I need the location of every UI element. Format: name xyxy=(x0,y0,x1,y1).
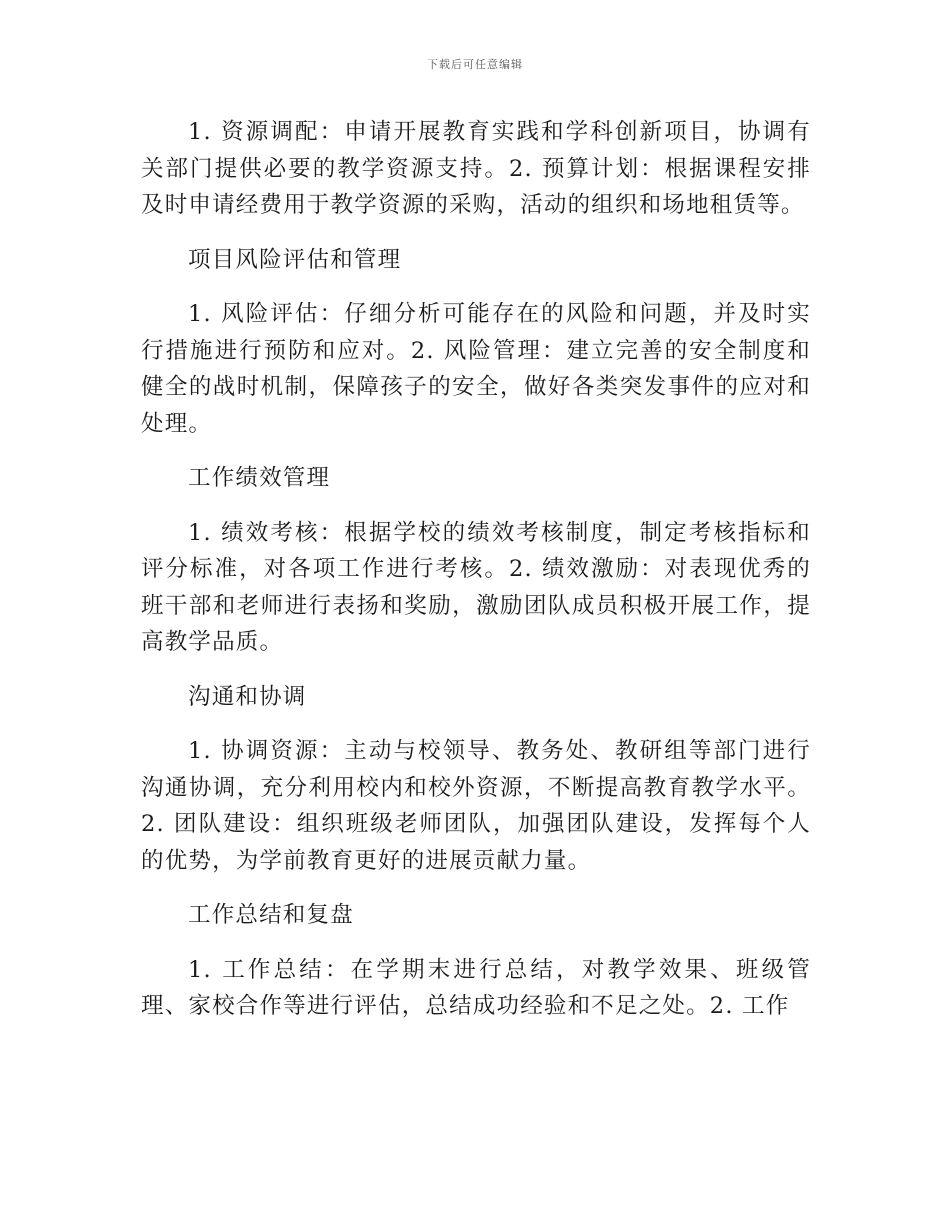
paragraph-risk-management: 1. 风险评估：仔细分析可能存在的风险和问题，并及时实行措施进行预防和应对。2. 风险管理：建立完善的安全制度和健全的战时机制，保障孩子的安全，做好各类突发事件的应对和处理。 xyxy=(141,301,811,437)
heading-performance-management: 工作绩效管理 xyxy=(188,465,331,491)
heading-risk-management: 项目风险评估和管理 xyxy=(188,246,402,273)
heading-communication: 沟通和协调 xyxy=(188,683,307,710)
heading-work-summary: 工作总结和复盘 xyxy=(188,902,354,928)
paragraph-work-summary: 1. 工作总结：在学期末进行总结，对教学效果、班级管理、家校合作等进行评估，总结成功经验和不足之处。2. 工作 xyxy=(141,956,811,1019)
paragraph-communication: 1. 协调资源：主动与校领导、教务处、教研组等部门进行沟通协调，充分利用校内和校外资源，不断提高教育教学水平。2. 团队建设：组织班级老师团队，加强团队建设，发挥每个人的优势，为学前教育更好的进展贡献力量。 xyxy=(141,738,811,874)
paragraph-performance-management: 1. 绩效考核：根据学校的绩效考核制度，制定考核指标和评分标准，对各项工作进行考核。2. 绩效激励：对表现优秀的班干部和老师进行表扬和奖励，激励团队成员积极开展工作，提高教学品质。 xyxy=(141,519,811,655)
document-body xyxy=(141,114,811,1043)
page-header: 下载后可任意编辑 xyxy=(427,58,523,71)
paragraph-resource-allocation: 1. 资源调配：申请开展教育实践和学科创新项目，协调有关部门提供必要的教学资源支持。2. 预算计划：根据课程安排及时申请经费用于教学资源的采购，活动的组织和场地租赁等。 xyxy=(141,119,811,218)
